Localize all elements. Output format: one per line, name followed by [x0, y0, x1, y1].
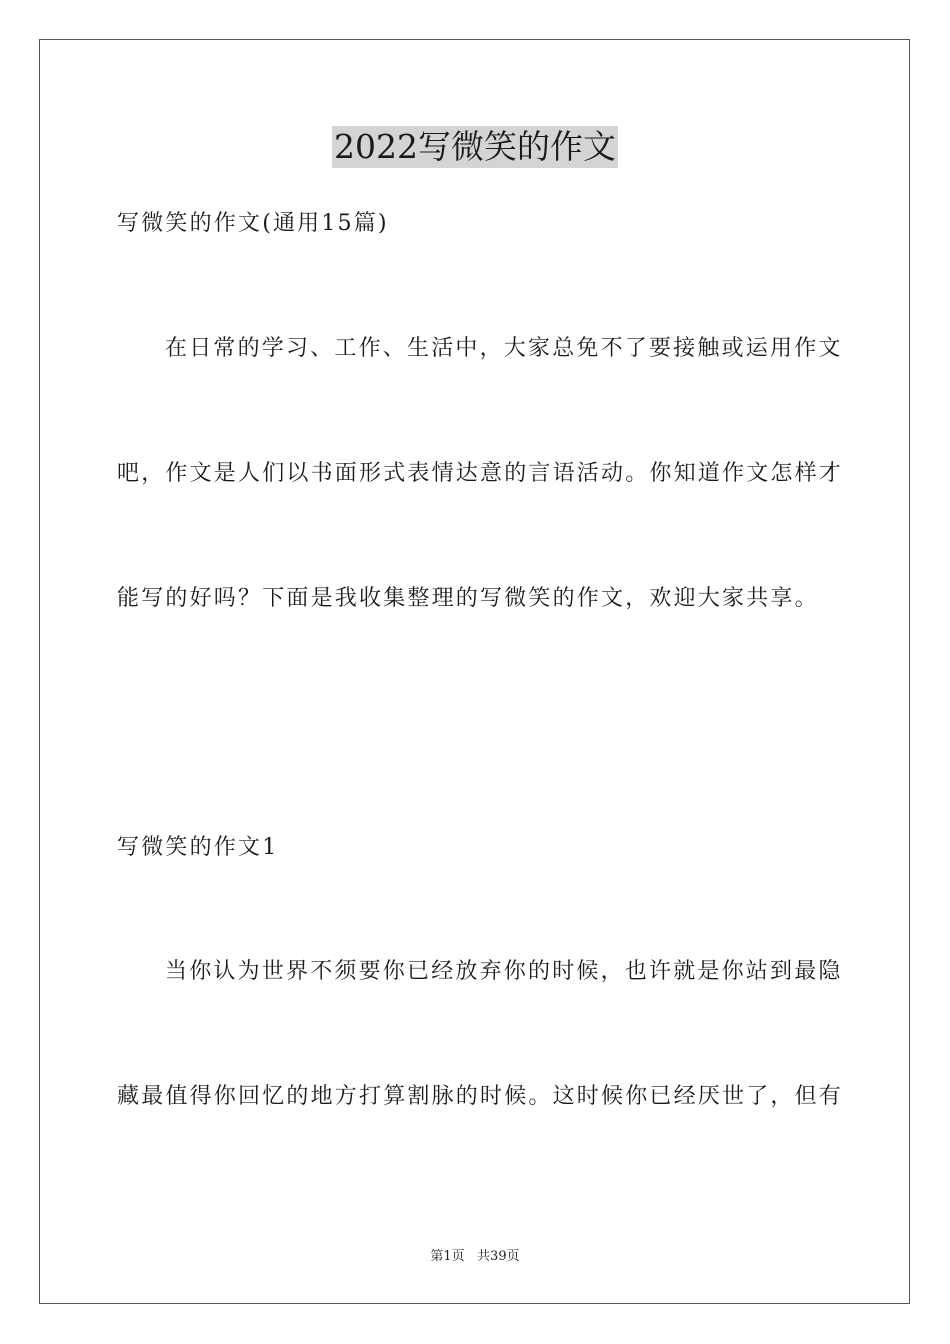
title-container — [0, 126, 950, 168]
page-number: 第1页 共39页 — [430, 1249, 520, 1264]
section-line-2: 藏最值得你回忆的地方打算割脉的时候。这时候你已经厌世了，但有 — [117, 1084, 844, 1109]
intro-line-1: 在日常的学习、工作、生活中，大家总免不了要接触或运用作文 — [165, 336, 843, 361]
intro-line-2: 吧，作文是人们以书面形式表情达意的言语活动。你知道作文怎样才 — [117, 461, 844, 486]
document-title: 2022写微笑的作文 — [334, 127, 616, 166]
document-subtitle: 写微笑的作文(通用15篇) — [117, 211, 389, 236]
intro-line-3: 能写的好吗？下面是我收集整理的写微笑的作文，欢迎大家共享。 — [117, 586, 819, 611]
section-line-1: 当你认为世界不须要你已经放弃你的时候，也许就是你站到最隐 — [165, 959, 843, 984]
section-heading: 写微笑的作文1 — [117, 835, 279, 860]
